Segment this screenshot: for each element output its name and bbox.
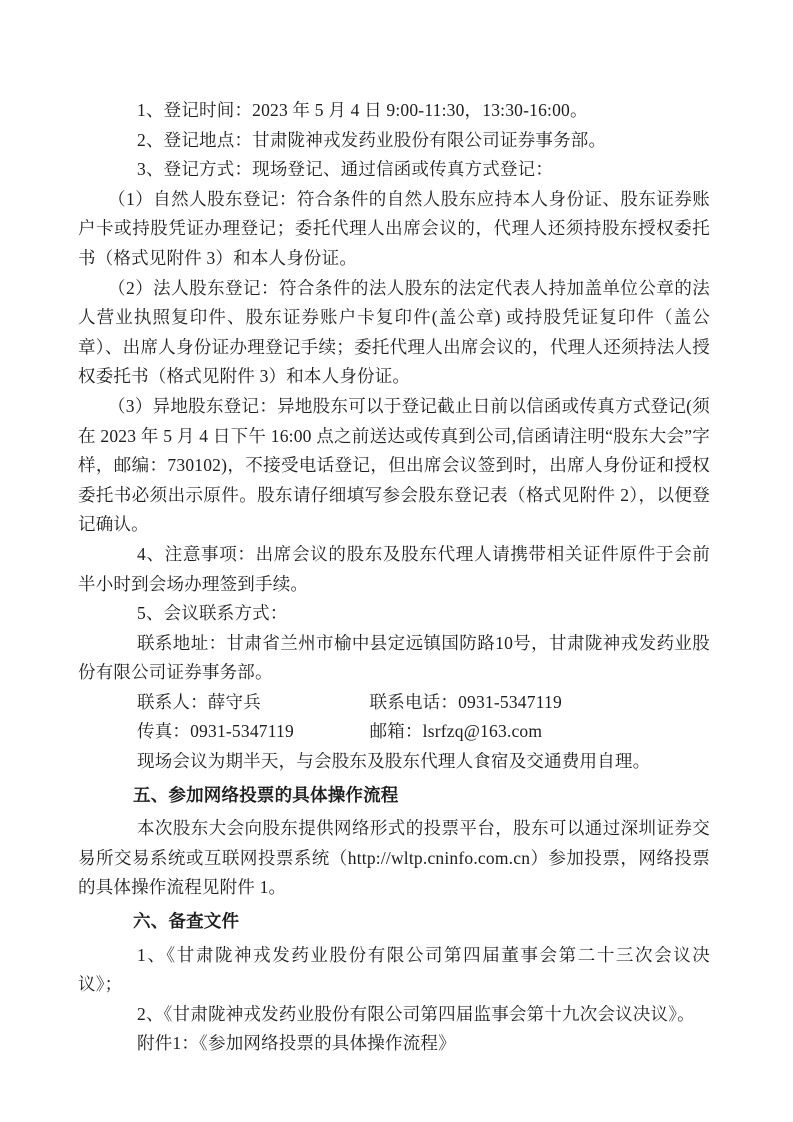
- contact-row-fax-email: [78, 717, 710, 747]
- heading-online-voting: 五、参加网络投票的具体操作流程: [133, 784, 399, 805]
- para-reference-document-2: 2、《甘肃陇神戎发药业股份有限公司第四届监事会第十九次会议决议》。: [137, 1003, 695, 1024]
- contact-fax: 传真：0931-5347119: [137, 721, 294, 742]
- document-body: [78, 96, 710, 1059]
- para-attachment-note: 附件1：《参加网络投票的具体操作流程》: [137, 1033, 456, 1054]
- para-legal-person-registration: （2）法人股东登记：符合条件的法人股东的法定代表人持加盖单位公章的法人营业执照复印件、股东证券账户卡复印件(盖公章) 或持股凭证复印件（盖公章）、出席人身份证办理登记手续；委托代理人出席会议的，代理人还须持法人授权委托书（格式见附件 3）和本人身份证。: [78, 277, 710, 387]
- contact-email: 邮箱：lsrfzq@163.com: [369, 721, 543, 742]
- para-reference-document-1: 1、《甘肃陇神戎发药业股份有限公司第四届董事会第二十三次会议决议》；: [78, 944, 710, 995]
- para-contact-address: 联系地址：甘肃省兰州市榆中县定远镇国防路10号，甘肃陇神戎发药业股份有限公司证券事务部。: [78, 632, 710, 683]
- para-natural-person-registration: （1）自然人股东登记：符合条件的自然人股东应持本人身份证、股东证券账户卡或持股凭证办理登记；委托代理人出席会议的，代理人还须持股东授权委托书（格式见附件 3）和本人身份证。: [78, 188, 710, 268]
- para-registration-place: 2、登记地点：甘肃陇神戎发药业股份有限公司证券事务部。: [137, 129, 607, 150]
- para-notes: 4、注意事项：出席会议的股东及股东代理人请携带相关证件原件于会前半小时到会场办理签到手续。: [78, 543, 710, 594]
- para-registration-time: 1、登记时间：2023 年 5 月 4 日 9:00-11:30，13:30-16:00。: [137, 100, 588, 120]
- para-remote-registration: （3）异地股东登记：异地股东可以于登记截止日前以信函或传真方式登记(须在 2023 年 5 月 4 日下午 16:00 点之前送达或传真到公司,信函请注明“股东大会”字样，邮编：730102)，不接受电话登记，但出席会议签到时，出席人身份证和授权委托书必须出示原件。股东请仔细填写参会股东登记表（格式见附件 2），以便登记确认。: [78, 395, 710, 535]
- contact-person: 联系人：薛守兵: [137, 691, 261, 712]
- para-registration-method: 3、登记方式：现场登记、通过信函或传真方式登记：: [137, 159, 554, 180]
- para-online-voting-body: 本次股东大会向股东提供网络形式的投票平台，股东可以通过深圳证券交易所交易系统或互联网投票系统（http://wltp.cninfo.com.cn）参加投票，网络投票的具体操作流程见附件 1。: [78, 818, 710, 898]
- heading-reference-documents: 六、备查文件: [133, 911, 240, 932]
- para-contact-title: 5、会议联系方式：: [137, 603, 288, 624]
- contact-phone: 联系电话：0931-5347119: [369, 691, 562, 712]
- para-meeting-duration-note: 现场会议为期半天，与会股东及股东代理人食宿及交通费用自理。: [137, 751, 651, 772]
- contact-row-person-phone: [78, 688, 710, 718]
